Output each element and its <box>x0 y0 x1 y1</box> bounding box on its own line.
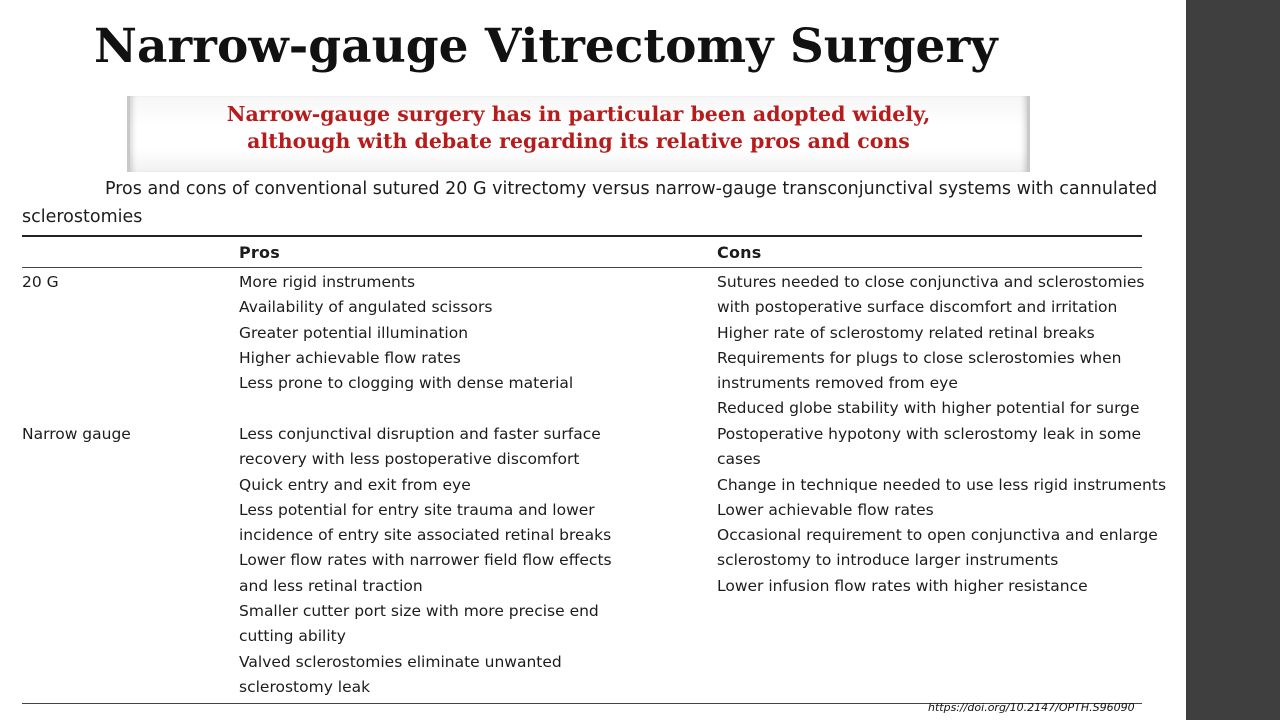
pros-item: and less retinal traction <box>239 576 423 595</box>
pros-item: cutting ability <box>239 627 346 646</box>
row-label-20g: 20 G <box>22 273 59 291</box>
cons-item: Requirements for plugs to close sclerostomies when <box>717 348 1122 367</box>
pros-item: Higher achievable flow rates <box>239 348 461 367</box>
caption-line-1: Pros and cons of conventional sutured 20 G vitrectomy versus narrow-gauge transconjunctival systems with cannulated <box>105 179 1158 199</box>
reference-link[interactable]: https://doi.org/10.2147/OPTH.S96090 <box>928 701 1135 714</box>
cons-item: Sutures needed to close conjunctiva and sclerostomies <box>717 273 1145 291</box>
pros-item: Less potential for entry site trauma and lower <box>239 500 595 519</box>
callout-line-2: although with debate regarding its relative pros and cons <box>247 129 910 153</box>
pros-item: Greater potential illumination <box>239 323 469 342</box>
cons-item: Occasional requirement to open conjunctiva and enlarge <box>717 526 1158 545</box>
row-label-narrow-gauge: Narrow gauge <box>22 425 131 443</box>
cons-item: Reduced globe stability with higher potential for surge <box>717 399 1140 418</box>
cons-item: sclerostomy to introduce larger instruments <box>717 551 1059 570</box>
pros-item: incidence of entry site associated retinal breaks <box>239 526 612 545</box>
callout-text <box>130 101 1027 155</box>
callout-box <box>127 96 1030 172</box>
row-20g-cons <box>717 270 1145 422</box>
side-band <box>1186 0 1280 720</box>
cons-item: Postoperative hypotony with sclerostomy leak in some <box>717 425 1142 443</box>
pros-item: Availability of angulated scissors <box>239 298 493 317</box>
caption-line-2: sclerostomies <box>22 207 143 227</box>
table-caption <box>22 175 1158 231</box>
row-narrow-gauge-cons <box>717 422 1166 599</box>
pros-item: recovery with less postoperative discomfort <box>239 450 580 469</box>
row-narrow-gauge-pros <box>239 422 612 700</box>
callout-line-1: Narrow-gauge surgery has in particular been adopted widely, <box>226 102 931 126</box>
cons-item: cases <box>717 450 761 469</box>
pros-item: Quick entry and exit from eye <box>239 475 471 494</box>
table-top-rule <box>22 235 1142 237</box>
cons-item: Change in technique needed to use less rigid instruments <box>717 475 1167 494</box>
row-20g-pros <box>239 270 573 396</box>
cons-item: Lower infusion flow rates with higher resistance <box>717 576 1088 595</box>
cons-item: Lower achievable flow rates <box>717 500 934 519</box>
slide-title: Narrow-gauge Vitrectomy Surgery <box>94 19 998 74</box>
cons-item: instruments removed from eye <box>717 374 958 393</box>
pros-item: Smaller cutter port size with more precise end <box>239 602 599 621</box>
cons-item: with postoperative surface discomfort and irritation <box>717 298 1118 317</box>
pros-item: sclerostomy leak <box>239 677 371 696</box>
header-cons: Cons <box>717 243 762 262</box>
cons-item: Higher rate of sclerostomy related retinal breaks <box>717 323 1095 342</box>
table-header-rule <box>22 267 1142 268</box>
pros-item: Lower flow rates with narrower field flow effects <box>239 551 612 570</box>
pros-item: Less prone to clogging with dense material <box>239 374 574 393</box>
pros-item: Valved sclerostomies eliminate unwanted <box>239 652 562 671</box>
pros-item: More rigid instruments <box>239 273 416 291</box>
header-pros: Pros <box>239 243 280 262</box>
pros-item: Less conjunctival disruption and faster surface <box>239 425 601 443</box>
